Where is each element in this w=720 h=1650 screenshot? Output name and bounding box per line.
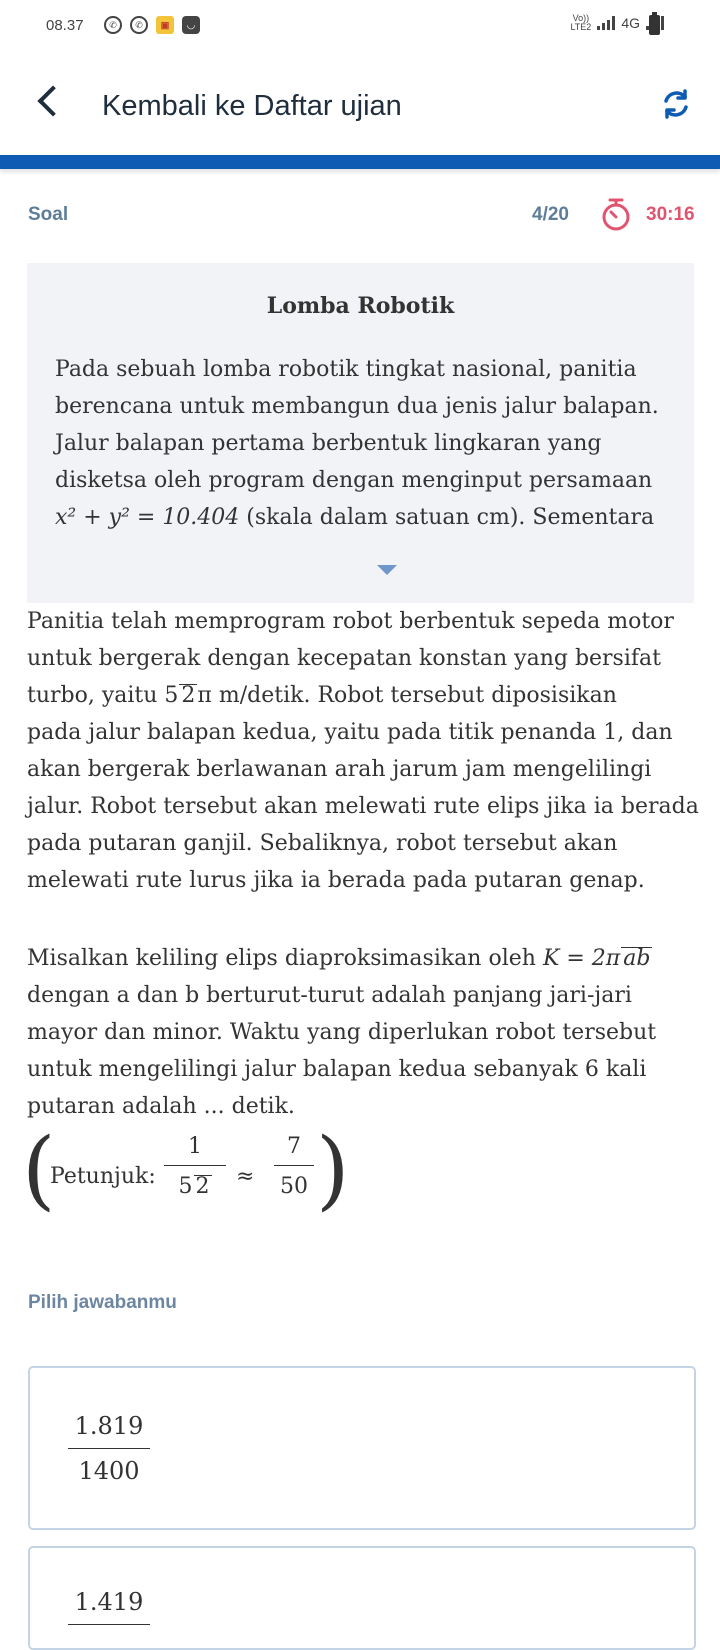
right-paren: )	[316, 1120, 350, 1220]
status-bar	[0, 0, 720, 54]
question-line: pada putaran ganjil. Sebaliknya, robot tersebut akan	[27, 831, 618, 856]
question-line: untuk bergerak dengan kecepatan konstan yang bersifat	[27, 646, 661, 671]
passage-line: Pada sebuah lomba robotik tingkat nasional, panitia	[55, 357, 637, 382]
circle-equation: x² + y² = 10.404	[55, 505, 240, 530]
question-paragraph-1	[27, 603, 707, 899]
stopwatch-icon	[600, 196, 632, 232]
section-label: Soal	[28, 204, 69, 225]
app-header	[0, 54, 720, 154]
battery-icon	[649, 15, 660, 35]
passage-line: disketsa oleh program dengan menginput persamaan	[55, 468, 653, 493]
hint-formula	[22, 1120, 350, 1228]
sqrt-symbol: ab	[623, 946, 651, 971]
question-paragraph-2	[27, 940, 707, 1125]
refresh-icon[interactable]	[660, 88, 692, 120]
question-line: akan bergerak berlawanan arah jarum jam mengelilingi	[27, 757, 652, 782]
whatsapp-business-icon: ✆	[130, 16, 148, 34]
notification-icons	[104, 16, 200, 34]
question-line: pada jalur balapan kedua, yaitu pada titik penanda 1, dan	[27, 720, 673, 745]
whatsapp-icon: ✆	[104, 16, 122, 34]
passage-title: Lomba Robotik	[266, 293, 455, 319]
option-fraction: $\frac{1.819}{1400}$	[68, 1412, 150, 1485]
option-fraction: 1.419	[68, 1588, 150, 1633]
passage-box[interactable]	[27, 263, 694, 603]
volte-icon: Vo)) LTE2	[570, 13, 592, 32]
question-line: jalur. Robot tersebut akan melewati rute elips jika ia berada	[27, 794, 699, 819]
app-notification-icon: ▣	[156, 16, 174, 34]
chevron-left-icon[interactable]	[34, 88, 62, 116]
sqrt-symbol: 2	[181, 683, 196, 708]
passage-text	[55, 351, 685, 536]
header-accent-bar	[0, 155, 720, 169]
question-line: untuk mengelilingi jalur balapan kedua sebanyak 6 kali	[27, 1057, 647, 1082]
shopping-bag-icon: ◡	[182, 16, 200, 34]
passage-line: Jalur balapan pertama berbentuk lingkaran yang	[55, 431, 602, 456]
question-line: mayor dan minor. Waktu yang diperlukan robot tersebut	[27, 1020, 657, 1045]
left-paren: (	[22, 1120, 56, 1220]
hint-fraction-1: $\frac{1}{5 2}$	[164, 1134, 226, 1199]
question-info-row	[0, 196, 720, 232]
hint-label: Petunjuk:	[50, 1164, 156, 1189]
network-type: 4G	[621, 15, 640, 31]
status-time: 08.37	[46, 17, 84, 34]
countdown-timer: 30:16	[646, 204, 695, 225]
question-line: dengan a dan b berturut-turut adalah panjang jari-jari	[27, 983, 632, 1008]
answer-option-1[interactable]	[28, 1366, 696, 1530]
answer-option-2[interactable]	[28, 1546, 696, 1650]
answer-section-label: Pilih jawabanmu	[28, 1292, 177, 1313]
question-line: melewati rute lurus jika ia berada pada putaran genap.	[27, 868, 645, 893]
back-to-exam-list[interactable]: Kembali ke Daftar ujian	[102, 90, 402, 122]
passage-line: berencana untuk membangun dua jenis jalur balapan.	[55, 394, 659, 419]
hint-fraction-2: $\frac{7}{50}$	[274, 1134, 314, 1199]
signal-icon	[597, 16, 615, 30]
question-line: putaran adalah ... detik.	[27, 1094, 295, 1119]
ellipse-formula: K = 2π	[542, 946, 621, 971]
expand-passage-icon[interactable]	[377, 565, 397, 575]
question-line: turbo, yaitu 5 2π m/detik. Robot tersebut diposisikan	[27, 683, 617, 708]
question-line: Panitia telah memprogram robot berbentuk sepeda motor	[27, 609, 674, 634]
question-line: Misalkan keliling elips diaproksimasikan oleh K = 2π ab	[27, 946, 651, 971]
approx-symbol: ≈	[236, 1164, 255, 1189]
question-counter: 4/20	[532, 204, 569, 225]
passage-line: x² + y² = 10.404 (skala dalam satuan cm). Sementara	[55, 505, 655, 530]
